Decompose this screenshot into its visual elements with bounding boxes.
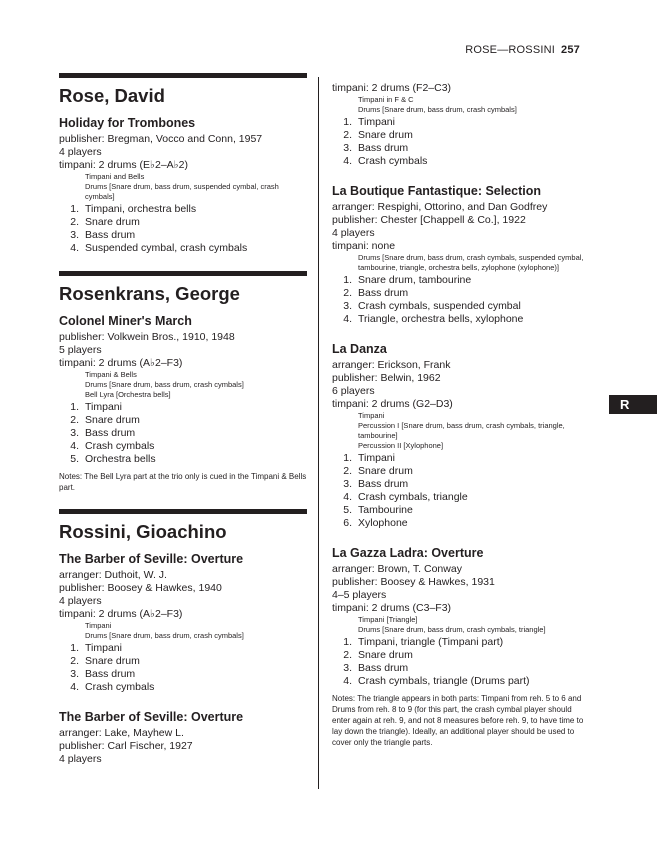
player-part-number: 2. <box>70 655 79 667</box>
work-info-line: arranger: Brown, T. Conway <box>332 563 462 575</box>
player-part-number: 4. <box>343 155 352 167</box>
player-part-text: Snare drum <box>85 655 140 667</box>
player-parts-list <box>332 274 587 326</box>
work-info-line: timpani: 2 drums (A♭2–F3) <box>59 608 183 620</box>
work-title: La Danza <box>332 342 387 356</box>
player-part-item <box>59 401 307 414</box>
player-part-number: 1. <box>343 452 352 464</box>
player-part-item <box>332 478 587 491</box>
player-part-item <box>332 675 587 688</box>
composer-heading <box>59 509 307 543</box>
player-part-item <box>332 274 587 287</box>
player-part-text: Crash cymbals <box>85 681 155 693</box>
part-breakdown-line: Timpani & Bells <box>85 370 137 379</box>
work-info-line: 6 players <box>332 385 375 397</box>
player-part-number: 1. <box>343 636 352 648</box>
composer-name: Rossini, Gioachino <box>59 521 227 542</box>
work-info-line: timpani: 2 drums (A♭2–F3) <box>59 357 183 369</box>
player-part-text: Timpani <box>85 401 122 413</box>
player-part-number: 4. <box>343 675 352 687</box>
composer-heading <box>59 271 307 305</box>
player-part-text: Timpani <box>358 116 395 128</box>
part-breakdown-line: Drums [Snare drum, bass drum, crash cymbals] <box>85 380 244 389</box>
player-part-text: Crash cymbals, triangle <box>358 491 468 503</box>
player-part-text: Snare drum <box>358 465 413 477</box>
work-title: Colonel Miner's March <box>59 314 192 328</box>
work-info-line: timpani: 2 drums (F2–C3) <box>332 82 452 94</box>
player-part-number: 2. <box>70 414 79 426</box>
page-number: 257 <box>561 44 580 56</box>
player-part-number: 5. <box>343 504 352 516</box>
work-info-line: 4–5 players <box>332 589 387 601</box>
player-part-text: Bass drum <box>85 229 136 241</box>
part-breakdown-line: Drums [Snare drum, bass drum, suspended cymbal, crash cymbals] <box>85 182 279 201</box>
part-breakdown-line: Bell Lyra [Orchestra bells] <box>85 390 171 399</box>
player-part-number: 1. <box>70 642 79 654</box>
player-part-item <box>332 504 587 517</box>
work-info-line: timpani: 2 drums (C3–F3) <box>332 602 452 614</box>
player-part-text: Crash cymbals, suspended cymbal <box>358 300 521 312</box>
work-info-line: timpani: 2 drums (G2–D3) <box>332 398 453 410</box>
part-breakdown-line: Timpani in F & C <box>358 95 414 104</box>
player-part-number: 3. <box>343 300 352 312</box>
thumb-tab-letter: R <box>609 395 657 414</box>
part-breakdown-line: Timpani <box>358 411 385 420</box>
player-part-number: 6. <box>343 517 352 529</box>
part-breakdown-line: Timpani <box>85 621 112 630</box>
player-part-item <box>332 662 587 675</box>
player-part-number: 4. <box>70 440 79 452</box>
work-info-line: 4 players <box>59 146 102 158</box>
player-part-item <box>332 300 587 313</box>
work-info-line: arranger: Lake, Mayhew L. <box>59 727 184 739</box>
player-part-number: 4. <box>70 681 79 693</box>
player-part-item <box>59 229 307 242</box>
column-divider <box>318 77 319 789</box>
work-info-line: publisher: Bregman, Vocco and Conn, 1957 <box>59 133 263 145</box>
work-entry <box>332 184 587 326</box>
work-entry <box>332 546 587 748</box>
player-part-text: Triangle, orchestra bells, xylophone <box>358 313 524 325</box>
work-info-line: 5 players <box>59 344 102 356</box>
player-part-item <box>332 287 587 300</box>
work-notes: Notes: The Bell Lyra part at the trio only is cued in the Timpani & Bells part. <box>59 472 307 492</box>
player-part-text: Crash cymbals <box>85 440 155 452</box>
player-parts-list <box>59 401 307 466</box>
work-title: La Gazza Ladra: Overture <box>332 546 484 560</box>
player-part-text: Bass drum <box>85 668 136 680</box>
part-breakdown-line: Timpani [Triangle] <box>358 615 418 624</box>
player-parts-list <box>332 452 587 530</box>
player-part-item <box>59 655 307 668</box>
part-breakdown-line: Percussion II [Xylophone] <box>358 441 444 450</box>
part-breakdown-line: Drums [Snare drum, bass drum, crash cymbals] <box>85 631 244 640</box>
player-part-text: Bass drum <box>358 287 409 299</box>
player-part-item <box>332 313 587 326</box>
player-part-item <box>332 116 587 129</box>
work-info-line: arranger: Erickson, Frank <box>332 359 451 371</box>
player-part-number: 3. <box>343 662 352 674</box>
part-breakdown-line: Percussion I [Snare drum, bass drum, crash cymbals, triangle, tambourine] <box>358 421 565 440</box>
running-header <box>465 44 580 56</box>
work-info-line: 4 players <box>59 595 102 607</box>
player-part-number: 3. <box>70 229 79 241</box>
work-info-line: timpani: none <box>332 240 396 252</box>
work-info-line: publisher: Volkwein Bros., 1910, 1948 <box>59 331 235 343</box>
work-entry <box>332 82 587 168</box>
work-info-line: arranger: Duthoit, W. J. <box>59 569 167 581</box>
work-info-line: publisher: Carl Fischer, 1927 <box>59 740 193 752</box>
player-part-item <box>332 636 587 649</box>
composer-heading <box>59 73 307 107</box>
player-part-text: Crash cymbals, triangle (Drums part) <box>358 675 530 687</box>
player-part-number: 2. <box>343 649 352 661</box>
work-title: La Boutique Fantastique: Selection <box>332 184 542 198</box>
player-part-text: Snare drum <box>358 129 413 141</box>
player-part-item <box>59 668 307 681</box>
player-part-text: Orchestra bells <box>85 453 156 465</box>
player-part-item <box>59 440 307 453</box>
player-part-text: Bass drum <box>358 142 409 154</box>
player-part-text: Tambourine <box>358 504 413 516</box>
work-entry <box>59 552 307 694</box>
work-info-line: publisher: Belwin, 1962 <box>332 372 441 384</box>
player-part-number: 2. <box>343 129 352 141</box>
player-part-item <box>59 427 307 440</box>
player-parts-list <box>332 636 587 688</box>
player-part-item <box>332 452 587 465</box>
player-part-number: 2. <box>70 216 79 228</box>
player-parts-list <box>59 642 307 694</box>
work-entry <box>59 710 307 766</box>
work-info-line: publisher: Boosey & Hawkes, 1931 <box>332 576 495 588</box>
player-part-item <box>332 517 587 530</box>
work-info-line: 4 players <box>59 753 102 765</box>
player-part-item <box>332 649 587 662</box>
player-part-item <box>59 414 307 427</box>
part-breakdown-line: Timpani and Bells <box>85 172 145 181</box>
player-part-number: 3. <box>70 668 79 680</box>
player-part-number: 4. <box>343 491 352 503</box>
player-part-number: 1. <box>70 203 79 215</box>
player-part-item <box>332 491 587 504</box>
player-part-number: 5. <box>70 453 79 465</box>
work-info-line: publisher: Boosey & Hawkes, 1940 <box>59 582 222 594</box>
player-part-number: 1. <box>343 116 352 128</box>
composer-name: Rose, David <box>59 85 165 106</box>
player-part-text: Bass drum <box>358 662 409 674</box>
player-part-number: 3. <box>70 427 79 439</box>
work-info-line: arranger: Respighi, Ottorino, and Dan Godfrey <box>332 201 548 213</box>
player-part-number: 3. <box>343 142 352 154</box>
player-part-text: Bass drum <box>358 478 409 490</box>
work-title: Holiday for Trombones <box>59 116 196 130</box>
player-parts-list <box>59 203 307 255</box>
player-part-item <box>332 155 587 168</box>
player-part-text: Snare drum <box>85 216 140 228</box>
player-part-item <box>332 129 587 142</box>
player-part-text: Timpani, orchestra bells <box>85 203 197 215</box>
player-part-number: 4. <box>343 313 352 325</box>
player-part-text: Timpani <box>85 642 122 654</box>
player-part-text: Crash cymbals <box>358 155 428 167</box>
player-part-text: Timpani <box>358 452 395 464</box>
composer-name: Rosenkrans, George <box>59 283 240 304</box>
player-part-text: Suspended cymbal, crash cymbals <box>85 242 248 254</box>
player-part-item <box>59 681 307 694</box>
player-part-text: Snare drum <box>358 649 413 661</box>
player-part-text: Snare drum <box>85 414 140 426</box>
right-column <box>332 82 587 764</box>
work-title: The Barber of Seville: Overture <box>59 552 244 566</box>
work-notes: Notes: The triangle appears in both parts: Timpani from reh. 5 to 6 and Drums from reh. 8 to 9 (for this part, the crash cymbal player should enter again at reh. 9, and not 8 measures before reh. 9, to have time to lay down the triangle). Ideally, an additional player should be used to cover only the triangle parts. <box>332 694 584 747</box>
work-entry <box>332 342 587 530</box>
player-parts-list <box>332 116 587 168</box>
player-part-text: Snare drum, tambourine <box>358 274 472 286</box>
player-part-number: 1. <box>70 401 79 413</box>
player-part-number: 4. <box>70 242 79 254</box>
player-part-item <box>59 216 307 229</box>
work-title: The Barber of Seville: Overture <box>59 710 244 724</box>
running-title: ROSE—ROSSINI <box>465 44 556 56</box>
player-part-text: Bass drum <box>85 427 136 439</box>
player-part-item <box>332 142 587 155</box>
player-part-number: 2. <box>343 287 352 299</box>
part-breakdown-line: Drums [Snare drum, bass drum, crash cymbals, triangle] <box>358 625 546 634</box>
player-part-text: Xylophone <box>358 517 408 529</box>
player-part-item <box>59 203 307 216</box>
player-part-item <box>59 642 307 655</box>
work-entry <box>59 116 307 255</box>
player-part-item <box>59 242 307 255</box>
part-breakdown-line: Drums [Snare drum, bass drum, crash cymbals, suspended cymbal, tambourine, triangle, orchestra bells, zylophone (xylophone)] <box>358 253 584 272</box>
left-column <box>59 73 307 782</box>
work-info-line: publisher: Chester [Chappell & Co.], 1922 <box>332 214 526 226</box>
part-breakdown-line: Drums [Snare drum, bass drum, crash cymbals] <box>358 105 517 114</box>
player-part-number: 2. <box>343 465 352 477</box>
player-part-item <box>332 465 587 478</box>
player-part-number: 3. <box>343 478 352 490</box>
player-part-item <box>59 453 307 466</box>
work-info-line: 4 players <box>332 227 375 239</box>
work-entry <box>59 314 307 493</box>
player-part-text: Timpani, triangle (Timpani part) <box>358 636 504 648</box>
work-info-line: timpani: 2 drums (E♭2–A♭2) <box>59 159 188 171</box>
player-part-number: 1. <box>343 274 352 286</box>
